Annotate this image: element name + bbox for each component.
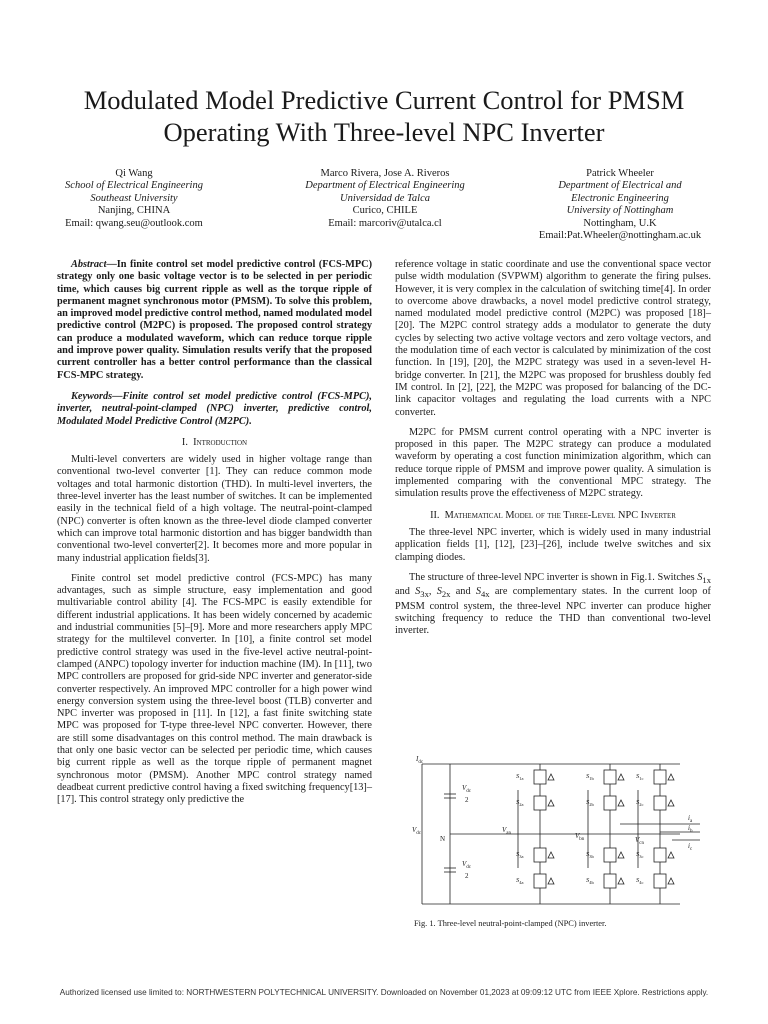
igbt-switch (654, 874, 666, 888)
freewheel-diode (618, 774, 624, 780)
freewheel-diode (548, 774, 554, 780)
igbt-switch (534, 848, 546, 862)
igbt-switch (604, 796, 616, 810)
keywords (57, 391, 372, 428)
half-vdc-denominator-top: 2 (465, 796, 469, 804)
section-heading-model: II. Mathematical Model of the Three-Level NPC Inverter (430, 509, 676, 521)
switch-symbol: S (436, 586, 442, 598)
figure-caption: Fig. 1. Three-level neutral-point-clamped (NPC) inverter. (414, 919, 607, 928)
igbt-switch (534, 874, 546, 888)
switch-label: $S_{2a}$ (516, 799, 524, 807)
switch-sub: 1x (702, 574, 711, 585)
igbt-switch (604, 874, 616, 888)
paragraph: reference voltage in static coordinate and use the conventional space vector pulse width modulation (SVPWM) algorithm to generate the firing pulses. However, it is very complex in the calculation of switching time[4]. In order to overcome above drawbacks, a novel model predictive control strategy, named modulated model predictive control (M2PC) was proposed [18]–[20]. The M2PC control strategy adds a modulator to generate the duty cycles by selecting two active voltage vectors and zero voltage vectors, and the modulation time of each vector is calculated by minimization of the cost function. In [19], [20], the M2PC strategy was used in a seven-level H-bridge converter. In [21], the M2PC was proposed for brushless doubly fed IM control. In [2], [22], the M2PC was proposed for balancing of the DC-link capacitor voltages and regulating the load currents with a NPC converter. (395, 259, 711, 418)
freewheel-diode (618, 800, 624, 806)
license-footer: Authorized licensed use limited to: NORTHWESTERN POLYTECHNICAL UNIVERSITY. Downloaded on November 01,2023 at 09:09:12 UTC from IEEE Xplore. Restrictions apply. (59, 988, 709, 997)
ic-label: $i_c$ (688, 842, 693, 852)
switch-sub: 3x (420, 589, 429, 600)
abstract-text: —In finite control set model predictive control (FCS-MPC) strategy only one basic voltage vector is to be selected in per periodic time, which causes big current ripple as well as the torque ripple of permanent magnet synchronous motor (PMSM). To solve this problem, an improved model predictive control method, named modulated model predictive control (M2PC) is proposed. The proposed control strategy can produce a modulated waveform, which can reduce torque ripple and improve power quality. Simulation results verify that the proposed current controller has a better control performance than the classical FCS-MPC strategy. (57, 259, 372, 381)
half-vdc-denominator-bottom: 2 (465, 872, 469, 880)
switch-label: $S_{1b}$ (586, 773, 594, 781)
switch-label: $S_{2c}$ (636, 799, 644, 807)
paragraph: The three-level NPC inverter, which is widely used in many industrial application fields [1], [12], [23]–[26], include twelve switches and six clamping diodes. (395, 526, 711, 563)
igbt-switch (534, 796, 546, 810)
author-email: Email: marcoriv@utalca.cl (328, 217, 442, 229)
igbt-switch (534, 770, 546, 784)
author-name: Qi Wang (115, 168, 153, 179)
author-location: Nottingham, U.K (583, 217, 657, 229)
paragraph: Multi-level converters are widely used in higher voltage range than conventional two-level converter [1]. They can reduce common mode voltages and total harmonic distortion (THD). In multi-level inverters, the three-level inverter has the least number of switches. It can be implemented easily in the technical field of a high voltage. The neutral-point-clamped (NPC) converter is often known as the three-level diode clamped converter which can improve total harmonic distortion and has bigger bandwidth than conventional two-level converter[2]. It becomes more and more popular in many industrial application fields[3]. (57, 454, 372, 564)
abstract-label: Abstract (71, 259, 107, 270)
switch-label: $S_{4b}$ (586, 877, 594, 885)
freewheel-diode (548, 878, 554, 884)
right-column (395, 259, 711, 637)
freewheel-diode (618, 852, 624, 858)
switch-label: $S_{1c}$ (636, 773, 644, 781)
author-email: Email: qwang.seu@outlook.com (65, 217, 203, 229)
abstract (57, 259, 372, 382)
van-label: $V_{an}$ (502, 826, 512, 836)
author-1 (40, 168, 228, 230)
author-name: Marco Rivera, Jose A. Riveros (320, 168, 450, 179)
paragraph: M2PC for PMSM current control operating with a NPC inverter is proposed in this paper. The M2PC strategy can produce a modulated waveform by operating a cost function minimization algorithm, which can reduce torque ripple of PMSM and improve power quality. A simulation is implemented comparing with the conventional MPC strategy. The simulation results prove the effectiveness of M2PC strategy. (395, 426, 711, 500)
author-location: Nanjing, CHINA (97, 205, 171, 217)
author-name: Patrick Wheeler (586, 168, 654, 179)
keywords-label: Keywords (71, 390, 113, 402)
author-location: Curico, CHILE (352, 205, 418, 217)
author-2 (280, 168, 490, 230)
igbt-switch (604, 848, 616, 862)
freewheel-diode (548, 852, 554, 858)
freewheel-diode (548, 800, 554, 806)
section-heading-introduction: I. Introduction (181, 436, 248, 448)
half-vdc-label-bottom: $V_{dc}$ (462, 860, 472, 870)
igbt-switch (654, 848, 666, 862)
igbt-switch (604, 770, 616, 784)
switch-symbol: S (475, 586, 482, 598)
igbt-switch (654, 770, 666, 784)
author-affiliation: Department of Electrical Engineering (305, 180, 465, 192)
switch-label: $S_{3b}$ (586, 851, 594, 859)
switch-sub: 4x (481, 589, 490, 600)
half-vdc-label-top: $V_{dc}$ (462, 784, 472, 794)
switch-label: $S_{2b}$ (586, 799, 594, 807)
paragraph: The structure of three-level NPC inverter is shown in Fig.1. Switches $S_{1x}$ and $S_{3x}$, $S_{2x}$ and $S_{4x}$ are complementary states. In the current loop of PMSM control system, the three-level NPC inverter can produce higher switching frequency to reduce the THD than conventional two-level inverter. (395, 571, 711, 637)
switch-label: $S_{3a}$ (516, 851, 524, 859)
npc-inverter-figure (410, 754, 710, 914)
left-column (57, 259, 372, 806)
freewheel-diode (668, 878, 674, 884)
author-affiliation: University of Nottingham (566, 205, 674, 217)
ia-label: $i_a$ (688, 814, 693, 824)
switch-symbol: S (415, 586, 421, 598)
freewheel-diode (618, 878, 624, 884)
switch-symbol: S (697, 571, 703, 583)
paragraph: Finite control set model predictive control (FCS-MPC) has many advantages, such as simple structure, easy implementation and good multivariable control ability [4]. The FCS-MPC is easily extendible for different industrial applications. It has been widely concerned by academic and industrial communities [5]–[9]. More and more researchers apply MPC strategy for the multilevel converter. In [10], a finite control set model predictive control strategy was used in the five-level active neutral-point-clamped (ANPC) topology inverter for induction machine (IM). In [11], two MPC controllers are proposed for grid-side NPC inverter and generator-side converter respectively. An improved MPC controller for a high power wind energy conversion system using the three-level boost (TLB) converter and NPC inverter was proposed in [11]. In [12], a fast finite switching state MPC was proposed for T-type three-level NPC converter. However, there are still some disadvantages on this control method. The main drawback is that only one basic vector can be selected per periodic time, which causes big current ripple as well as the torque ripple of permanent magnet synchronous motor (PMSM). Another MPC control strategy named deadbeat current predictive control having a fixed switching frequency[13]–[17]. This control strategy only predictive the (57, 572, 372, 806)
switch-label: $S_{1a}$ (516, 773, 524, 781)
neutral-label: N (440, 835, 446, 843)
author-3 (520, 168, 720, 242)
switch-label: $S_{3c}$ (636, 851, 644, 859)
switch-label: $S_{4c}$ (636, 877, 644, 885)
igbt-switch (654, 796, 666, 810)
author-affiliation: Department of Electrical and (558, 180, 682, 192)
vbn-label: $V_{bn}$ (575, 832, 585, 842)
vdc-label: $V_{dc}$ (412, 826, 422, 836)
switch-sub: 2x (441, 589, 451, 600)
idc-label: $I_{dc}$ (416, 755, 424, 765)
ib-label: $i_b$ (688, 824, 693, 834)
author-affiliation: Southeast University (90, 192, 178, 204)
paper-title: Modulated Model Predictive Current Control for PMSM Operating With Three-level NPC Inverter (83, 85, 685, 147)
author-affiliation: School of Electrical Engineering (65, 180, 203, 192)
keywords-text: —Finite control set model predictive control (FCS-MPC), inverter, neutral-point-clamped (NPC) inverter, predictive control, Modulated Model Predictive Control (M2PC). (57, 390, 372, 427)
author-email: Email:Pat.Wheeler@nottingham.ac.uk (538, 230, 702, 242)
freewheel-diode (668, 800, 674, 806)
vcn-label: $V_{cn}$ (635, 836, 645, 846)
author-affiliation: Electronic Engineering (571, 192, 669, 204)
freewheel-diode (668, 852, 674, 858)
switch-label: $S_{4a}$ (516, 877, 524, 885)
author-affiliation: Universidad de Talca (339, 192, 431, 204)
freewheel-diode (668, 774, 674, 780)
